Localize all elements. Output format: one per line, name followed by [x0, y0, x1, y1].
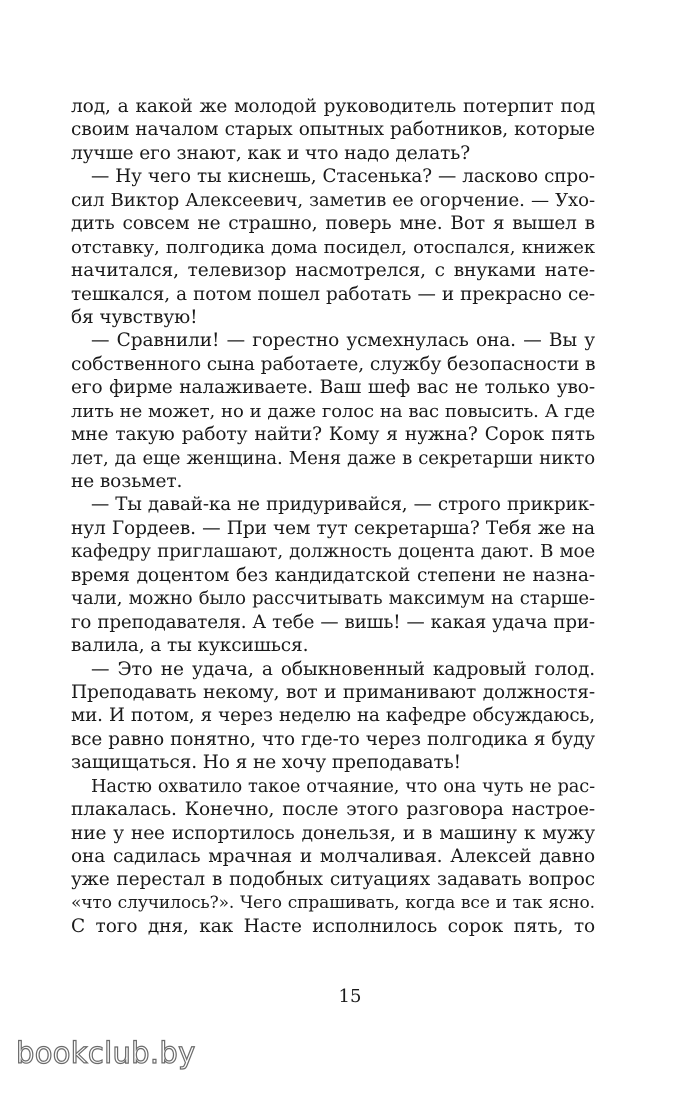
text-line: тешкался, а потом пошел работать — и прекрасно се-	[71, 283, 595, 305]
text-line: начитался, телевизор насмотрелся, с внуками нате-	[71, 260, 595, 282]
text-line: Преподавать некому, вот и приманивают должностя-	[71, 681, 595, 703]
text-line: нул Гордеев. — При чем тут секретарша? Тебя же на	[71, 517, 595, 539]
text-line: бя чувствую!	[71, 306, 198, 328]
text-line: С того дня, как Насте исполнилось сорок пять, то	[71, 916, 595, 938]
text-line: кафедру приглашают, должность доцента дают. В мое	[71, 541, 595, 563]
text-line: своим началом старых опытных работников, которые	[71, 119, 595, 141]
text-line: сил Виктор Алексеевич, заметив ее огорчение. — Ухо-	[71, 189, 595, 211]
text-line: не возьмет.	[71, 471, 183, 492]
text-line: плакалась. Конечно, после этого разговора настрое-	[71, 799, 595, 821]
text-line: чали, можно было рассчитывать максимум на старше-	[71, 588, 595, 610]
page-body-text	[71, 95, 595, 939]
text-line: — Сравнили! — горестно усмехнулась она. — Вы у	[91, 330, 595, 352]
text-line: ние у нее испортилось донельзя, и в машину к мужу	[71, 822, 595, 844]
text-line: дить совсем не страшно, поверь мне. Вот я вышел в	[71, 213, 595, 235]
site-watermark: bookclub.by	[16, 1036, 196, 1070]
text-line: она садилась мрачная и молчаливая. Алексей давно	[71, 846, 595, 867]
text-line: лучше его знают, как и что надо делать?	[71, 142, 471, 164]
text-line: уже перестал в подобных ситуациях задавать вопрос	[71, 869, 595, 891]
text-line: го преподавателя. А тебе — вишь! — какая удача при-	[71, 611, 595, 633]
text-line: лод, а какой же молодой руководитель потерпит под	[71, 96, 595, 117]
text-line: отставку, полгодика дома посидел, отоспался, книжек	[71, 236, 595, 258]
text-line: «что случилось?». Чего спрашивать, когда все и так ясно.	[71, 892, 595, 913]
text-line: лить не может, но и даже голос на вас повысить. А где	[71, 400, 595, 422]
text-line: время доцентом без кандидатской степени не назна-	[71, 564, 595, 586]
text-line: валила, а ты куксишься.	[71, 635, 309, 657]
text-line: лет, да еще женщина. Меня даже в секретарши никто	[71, 447, 595, 469]
text-line: собственного сына работаете, службу безопасности в	[71, 353, 596, 375]
text-line: мне такую работу найти? Кому я нужна? Сорок пять	[71, 424, 595, 446]
page-number: 15	[338, 986, 362, 1007]
text-line: ми. И потом, я через неделю на кафедре обсуждаюсь,	[71, 705, 595, 727]
text-line: — Ты давай-ка не придуривайся, — строго прикрик-	[91, 494, 595, 516]
text-line: — Ну чего ты киснешь, Стасенька? — ласково спро-	[91, 166, 595, 188]
text-line: все равно понятно, что где-то через полгодика я буду	[71, 728, 595, 750]
text-line: его фирме налаживаете. Ваш шеф вас не только уво-	[71, 377, 595, 399]
text-line: защищаться. Но я не хочу преподавать!	[71, 752, 461, 774]
text-line: Настю охватило такое отчаяние, что она чуть не рас-	[91, 775, 595, 797]
text-line: — Это не удача, а обыкновенный кадровый голод.	[91, 658, 595, 680]
